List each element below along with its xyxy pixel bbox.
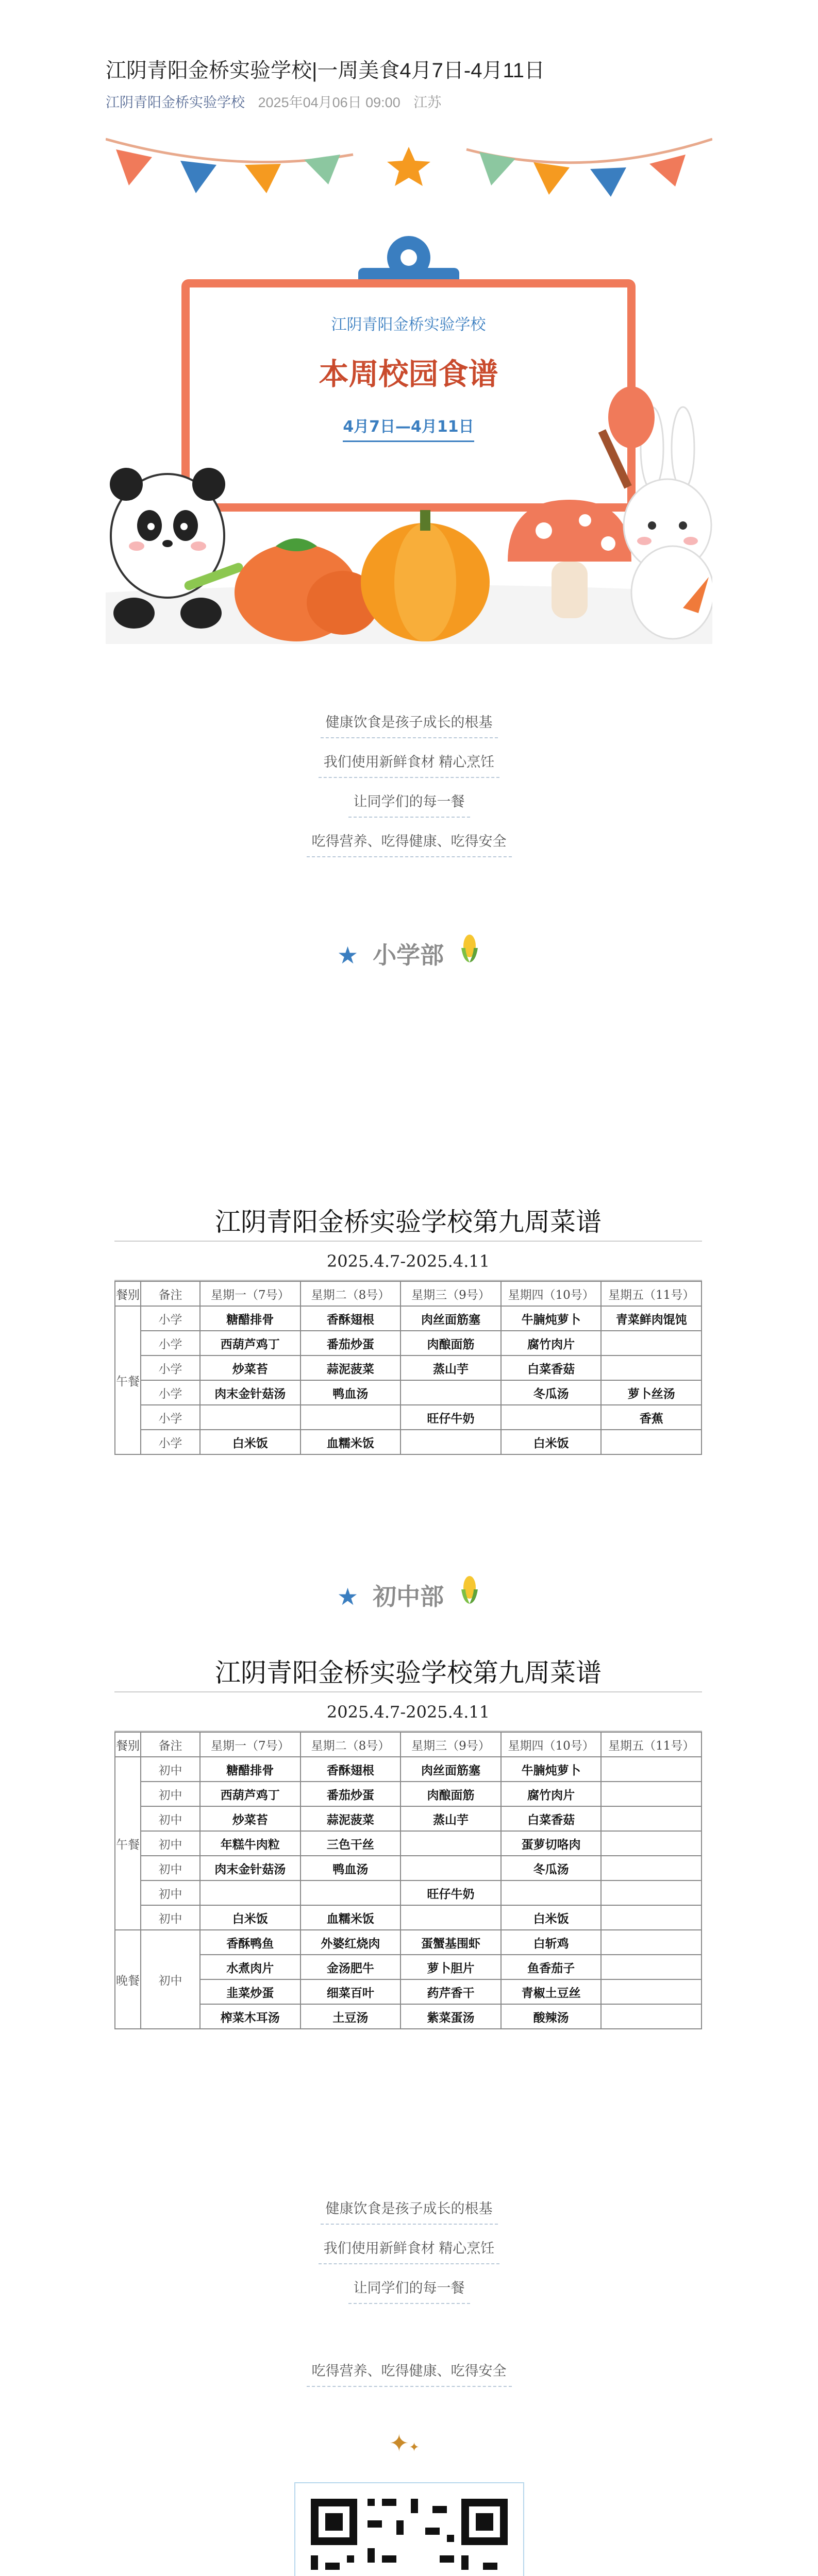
grade-cell: 小学 (141, 1430, 200, 1454)
dish-cell: 糖醋排骨 (200, 1306, 301, 1331)
dish-cell (601, 1979, 702, 2004)
dish-cell: 糖醋排骨 (200, 1757, 301, 1782)
slogan-line: 我们使用新鲜食材 精心烹饪 (319, 745, 500, 778)
persimmon-illustration (235, 538, 379, 641)
grade-cell: 初中 (141, 1930, 200, 2029)
dish-cell (601, 2004, 702, 2029)
header-cell: 星期三（9号） (400, 1281, 501, 1306)
dish-cell: 韭菜炒蛋 (200, 1979, 301, 2004)
dish-cell: 肉末金针菇汤 (200, 1856, 301, 1880)
menu-date: 2025.4.7-2025.4.11 (114, 1692, 702, 1732)
dish-cell: 榨菜木耳汤 (200, 2004, 301, 2029)
dish-cell: 蒜泥菠菜 (301, 1806, 401, 1831)
slogan-line: 健康饮食是孩子成长的根基 (321, 2192, 498, 2225)
slogan-final (0, 2354, 818, 2394)
dish-cell: 番茄炒蛋 (301, 1331, 401, 1355)
grade-cell: 初中 (141, 1757, 200, 1782)
dish-cell: 血糯米饭 (301, 1430, 401, 1454)
section-middle-heading (0, 1574, 818, 1612)
dish-cell: 蒸山芋 (400, 1806, 501, 1831)
header-cell: 星期五（11号） (601, 1732, 702, 1757)
dish-cell (601, 1331, 702, 1355)
dish-cell: 鸭血汤 (301, 1856, 401, 1880)
section-primary-heading (0, 933, 818, 971)
dish-cell: 蒜泥菠菜 (301, 1355, 401, 1380)
slogan-line: 吃得营养、吃得健康、吃得安全 (307, 825, 512, 857)
table-row (115, 1355, 702, 1380)
header-cell: 星期二（8号） (301, 1732, 401, 1757)
article-title: 江阴青阳金桥实验学校|一周美食4月7日-4月11日 (106, 59, 545, 82)
dish-cell: 白菜香菇 (501, 1355, 602, 1380)
header-cell: 星期四（10号） (501, 1732, 602, 1757)
dish-cell: 鸭血汤 (301, 1380, 401, 1405)
dish-cell: 腐竹肉片 (501, 1331, 602, 1355)
grade-cell: 初中 (141, 1880, 200, 1905)
dish-cell (601, 1930, 702, 1955)
dish-cell: 肉丝面筋塞 (400, 1306, 501, 1331)
dish-cell: 旺仔牛奶 (400, 1405, 501, 1430)
qr-code-graphic (295, 2483, 523, 2576)
pumpkin-illustration (361, 510, 490, 641)
dish-cell (400, 1905, 501, 1930)
header-cell: 星期二（8号） (301, 1281, 401, 1306)
dish-cell: 金汤肥牛 (301, 1955, 401, 1979)
section-label: 小学部 (373, 942, 444, 969)
grade-cell: 小学 (141, 1306, 200, 1331)
grade-cell: 小学 (141, 1331, 200, 1355)
slogan-line: 健康饮食是孩子成长的根基 (321, 706, 498, 738)
dish-cell: 药芹香干 (400, 1979, 501, 2004)
grade-cell: 小学 (141, 1355, 200, 1380)
dish-cell: 香酥翅根 (301, 1757, 401, 1782)
dish-cell (501, 1405, 602, 1430)
dish-cell: 鱼香茄子 (501, 1955, 602, 1979)
table-row (115, 1979, 702, 2004)
grade-cell: 初中 (141, 1831, 200, 1856)
table-row (115, 1880, 702, 1905)
table-row (115, 2004, 702, 2029)
meal-cell: 午餐 (115, 1757, 141, 1930)
dish-cell: 番茄炒蛋 (301, 1782, 401, 1806)
menu-title: 江阴青阳金桥实验学校第九周菜谱 (114, 1190, 702, 1242)
dish-cell: 腐竹肉片 (501, 1782, 602, 1806)
dish-cell: 牛腩炖萝卜 (501, 1757, 602, 1782)
dish-cell: 香蕉 (601, 1405, 702, 1430)
slogans-bottom (0, 2192, 818, 2311)
dish-cell: 肉酿面筋 (400, 1331, 501, 1355)
table-row (115, 1430, 702, 1454)
table-header-row (115, 1732, 702, 1757)
header-cell: 星期四（10号） (501, 1281, 602, 1306)
dish-cell (601, 1355, 702, 1380)
dish-cell: 白米饭 (501, 1430, 602, 1454)
grade-cell: 小学 (141, 1380, 200, 1405)
header-cell: 备注 (141, 1281, 200, 1306)
dish-cell (501, 1880, 602, 1905)
dish-cell: 青椒土豆丝 (501, 1979, 602, 2004)
menu-title: 江阴青阳金桥实验学校第九周菜谱 (114, 1641, 702, 1692)
sparkle-icon: ✦✦ (389, 2430, 420, 2456)
grade-cell: 初中 (141, 1856, 200, 1880)
grade-cell: 小学 (141, 1405, 200, 1430)
dish-cell: 土豆汤 (301, 2004, 401, 2029)
table-row (115, 1757, 702, 1782)
table-row (115, 1905, 702, 1930)
board-school: 江阴青阳金桥实验学校 (331, 316, 486, 334)
account-link[interactable]: 江阴青阳金桥实验学校 (106, 95, 245, 110)
dish-cell (601, 1856, 702, 1880)
board-heading: 本周校园食谱 (319, 357, 498, 392)
table-row (115, 1831, 702, 1856)
dish-cell: 白米饭 (501, 1905, 602, 1930)
dish-cell (601, 1905, 702, 1930)
meal-cell: 晚餐 (115, 1930, 141, 2029)
dish-cell (601, 1757, 702, 1782)
table-row (115, 1380, 702, 1405)
grade-cell: 初中 (141, 1905, 200, 1930)
meal-cell: 午餐 (115, 1306, 141, 1454)
dish-cell (301, 1880, 401, 1905)
table-row (115, 1405, 702, 1430)
star-icon: ★ (337, 942, 359, 969)
dish-cell (601, 1880, 702, 1905)
dish-cell: 肉酿面筋 (400, 1782, 501, 1806)
table-row (115, 1955, 702, 1979)
header-cell: 星期三（9号） (400, 1732, 501, 1757)
dish-cell: 肉丝面筋塞 (400, 1757, 501, 1782)
dish-cell: 冬瓜汤 (501, 1856, 602, 1880)
dish-cell: 酸辣汤 (501, 2004, 602, 2029)
slogans-top (0, 706, 818, 865)
star-decoration (387, 147, 430, 186)
dish-cell (301, 1405, 401, 1430)
qr-code[interactable] (294, 2482, 524, 2576)
table-row (115, 1856, 702, 1880)
table-row (115, 1331, 702, 1355)
dish-cell: 萝卜胆片 (400, 1955, 501, 1979)
star-icon: ★ (337, 1583, 359, 1610)
dish-cell: 青菜鲜肉馄饨 (601, 1306, 702, 1331)
board-range: 4月7日—4月11日 (343, 414, 474, 442)
dish-cell: 三色干丝 (301, 1831, 401, 1856)
dish-cell (400, 1380, 501, 1405)
table-row (115, 1306, 702, 1331)
corn-icon (458, 942, 481, 969)
dish-cell: 外婆红烧肉 (301, 1930, 401, 1955)
dish-cell: 西葫芦鸡丁 (200, 1331, 301, 1355)
table-row (115, 1930, 702, 1955)
dish-cell: 炒菜苔 (200, 1806, 301, 1831)
dish-cell (601, 1831, 702, 1856)
dish-cell: 白菜香菇 (501, 1806, 602, 1831)
primary-menu-card (114, 1190, 702, 1455)
dish-cell: 炒菜苔 (200, 1355, 301, 1380)
dish-cell: 旺仔牛奶 (400, 1880, 501, 1905)
grade-cell: 初中 (141, 1806, 200, 1831)
menu-date: 2025.4.7-2025.4.11 (114, 1242, 702, 1281)
dish-cell: 紫菜蛋汤 (400, 2004, 501, 2029)
header-cell: 星期一（7号） (200, 1281, 301, 1306)
dish-cell: 白米饭 (200, 1430, 301, 1454)
dish-cell (400, 1856, 501, 1880)
dish-cell (400, 1831, 501, 1856)
middle-menu-card (114, 1641, 702, 2029)
header-cell: 星期五（11号） (601, 1281, 702, 1306)
dish-cell: 蛋蟹基围虾 (400, 1930, 501, 1955)
header-cell: 备注 (141, 1732, 200, 1757)
header-cell: 餐别 (115, 1281, 141, 1306)
dish-cell: 香酥翅根 (301, 1306, 401, 1331)
dish-cell (400, 1430, 501, 1454)
table-header-row (115, 1281, 702, 1306)
table-row (115, 1782, 702, 1806)
slogan-line: 吃得营养、吃得健康、吃得安全 (307, 2354, 512, 2387)
dish-cell: 蒸山芋 (400, 1355, 501, 1380)
board-title (186, 304, 631, 442)
dish-cell: 萝卜丝汤 (601, 1380, 702, 1405)
dish-cell: 细菜百叶 (301, 1979, 401, 2004)
dish-cell: 冬瓜汤 (501, 1380, 602, 1405)
dish-cell: 香酥鸭鱼 (200, 1930, 301, 1955)
dish-cell: 年糕牛肉粒 (200, 1831, 301, 1856)
dish-cell: 白斩鸡 (501, 1930, 602, 1955)
grade-cell: 初中 (141, 1782, 200, 1806)
dish-cell: 西葫芦鸡丁 (200, 1782, 301, 1806)
header-cell: 餐别 (115, 1732, 141, 1757)
header-cell: 星期一（7号） (200, 1732, 301, 1757)
menu-banner (106, 129, 712, 644)
section-label: 初中部 (373, 1583, 444, 1610)
slogan-line: 让同学们的每一餐 (348, 785, 470, 818)
dish-cell: 白米饭 (200, 1905, 301, 1930)
article-meta (106, 91, 450, 111)
dish-cell: 肉末金针菇汤 (200, 1380, 301, 1405)
dish-cell (601, 1955, 702, 1979)
dish-cell (200, 1880, 301, 1905)
dish-cell (200, 1405, 301, 1430)
primary-menu-table (114, 1281, 702, 1455)
corn-icon (458, 1583, 481, 1610)
dish-cell (601, 1430, 702, 1454)
slogan-line: 让同学们的每一餐 (348, 2272, 470, 2304)
dish-cell: 血糯米饭 (301, 1905, 401, 1930)
middle-menu-table (114, 1732, 702, 2029)
table-row (115, 1806, 702, 1831)
slogan-line: 我们使用新鲜食材 精心烹饪 (319, 2232, 500, 2264)
dish-cell: 蛋萝切咯肉 (501, 1831, 602, 1856)
dish-cell (601, 1806, 702, 1831)
publish-date: 2025年04月06日 09:00 (258, 95, 400, 110)
dish-cell (601, 1782, 702, 1806)
location: 江苏 (413, 95, 442, 110)
dish-cell: 牛腩炖萝卜 (501, 1306, 602, 1331)
dish-cell: 水煮肉片 (200, 1955, 301, 1979)
